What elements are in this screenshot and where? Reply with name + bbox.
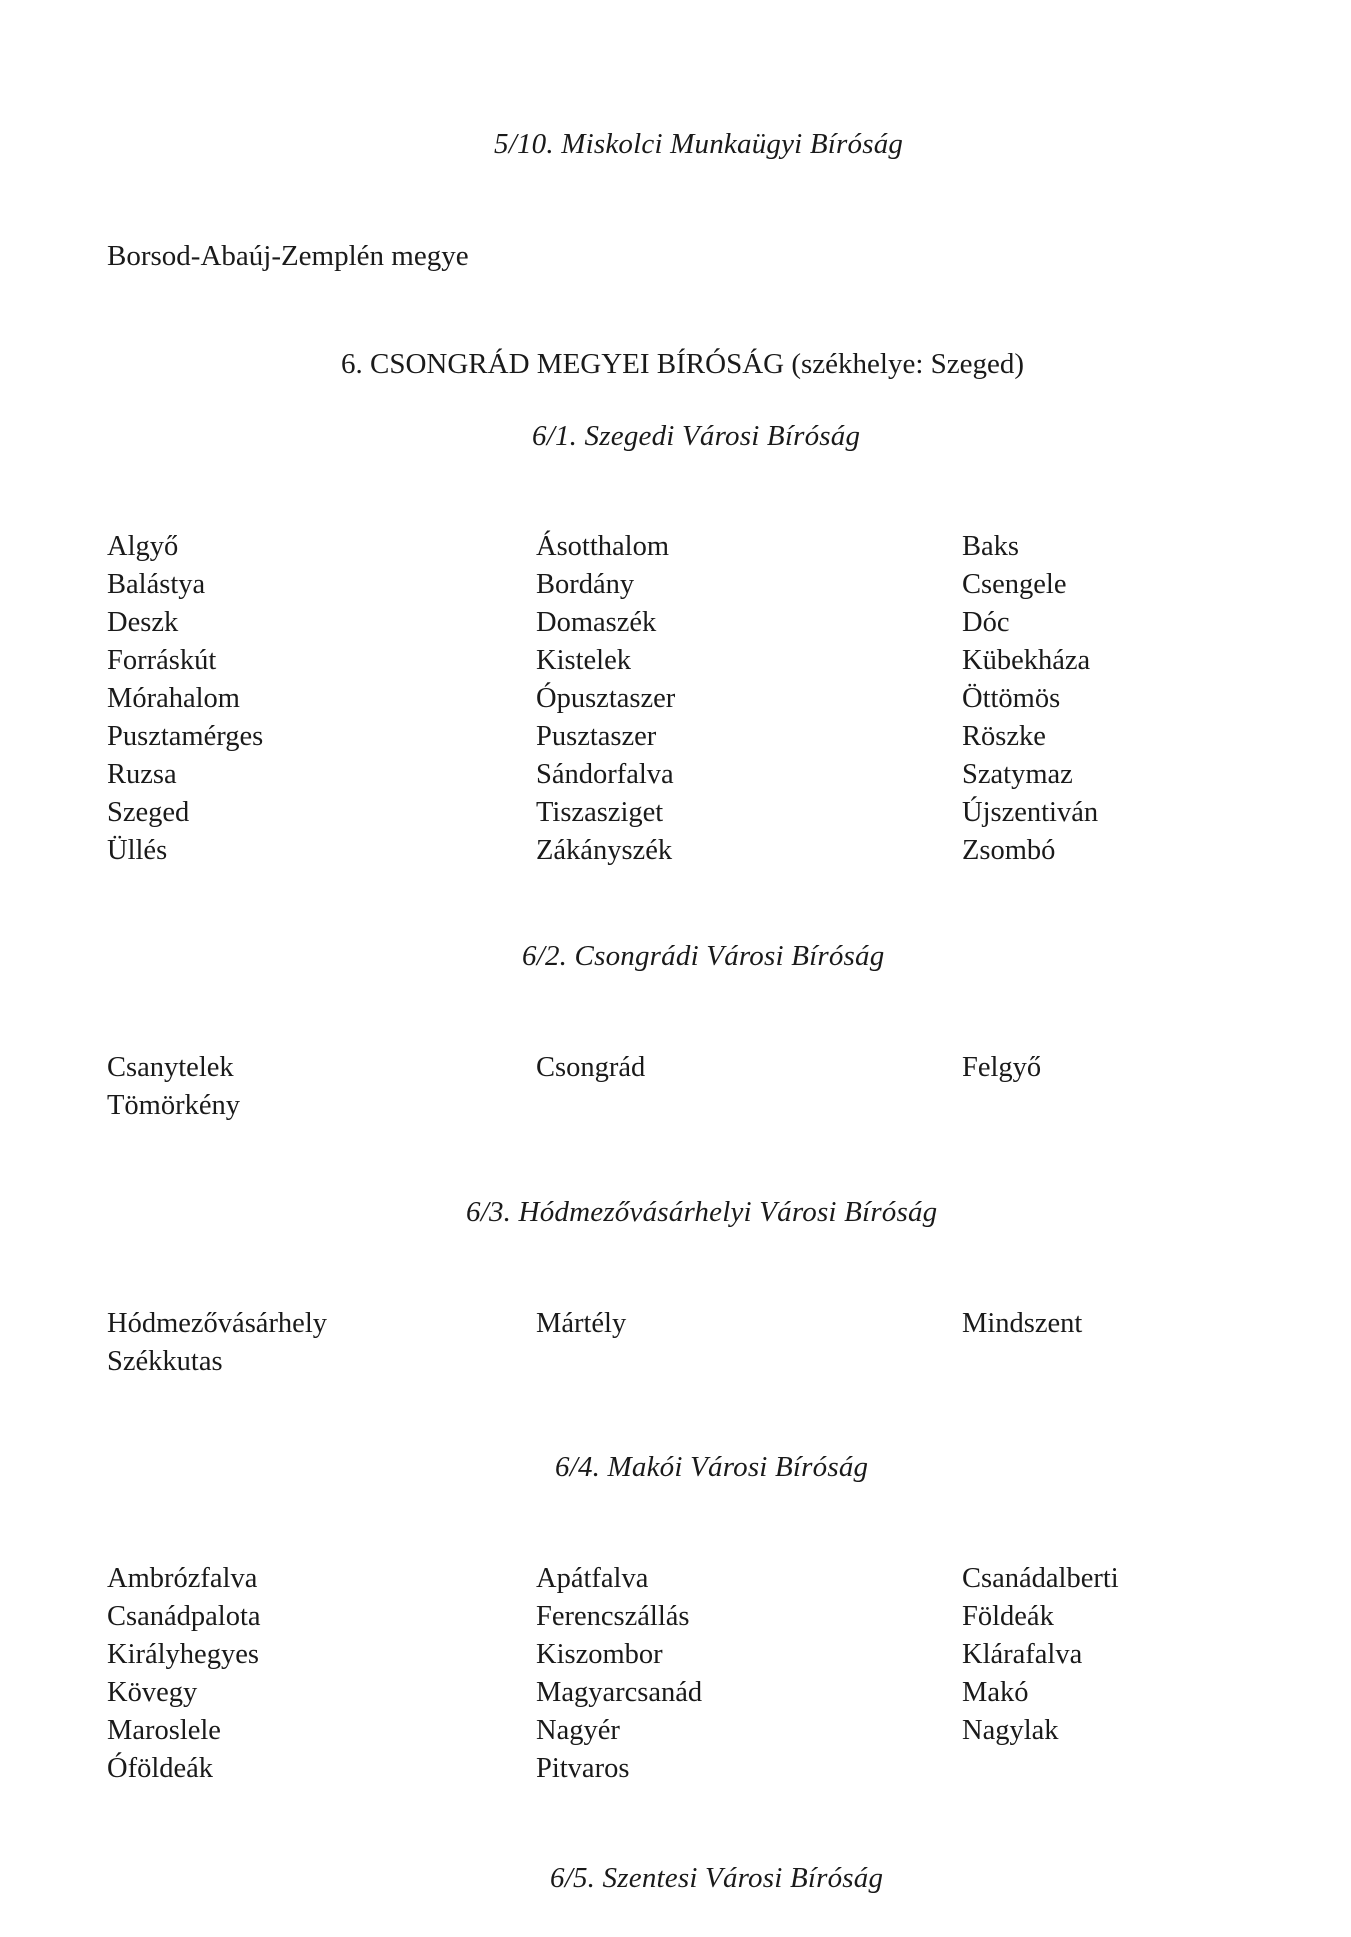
settlement-name: Balástya xyxy=(107,569,206,600)
settlement-table-6-4 xyxy=(107,1560,1257,1788)
settlement-name: Pusztamérges xyxy=(107,721,264,752)
table-row xyxy=(107,794,1257,832)
settlement-name: Nagylak xyxy=(962,1715,1059,1746)
settlement-name: Makó xyxy=(962,1677,1029,1708)
settlement-name: Domaszék xyxy=(536,607,657,638)
settlement-name: Zsombó xyxy=(962,835,1056,866)
settlement-name: Baks xyxy=(962,531,1019,562)
settlement-name: Óföldeák xyxy=(107,1753,214,1784)
settlement-name: Zákányszék xyxy=(536,835,673,866)
settlement-name: Klárafalva xyxy=(962,1639,1083,1670)
county-label: Borsod-Abaúj-Zemplén megye xyxy=(107,240,469,272)
table-row xyxy=(107,642,1257,680)
table-row xyxy=(107,1560,1257,1598)
settlement-name: Csanádalberti xyxy=(962,1563,1119,1594)
settlement-name: Mórahalom xyxy=(107,683,240,714)
settlement-name: Ásotthalom xyxy=(536,531,669,562)
table-row xyxy=(107,1598,1257,1636)
settlement-name: Mindszent xyxy=(962,1308,1083,1339)
settlement-name: Hódmezővásárhely xyxy=(107,1308,327,1339)
settlement-name: Újszentiván xyxy=(962,797,1099,828)
settlement-name: Mártély xyxy=(536,1308,627,1339)
settlement-name: Ambrózfalva xyxy=(107,1563,258,1594)
settlement-name: Kiszombor xyxy=(536,1639,663,1670)
main-heading: 6. CSONGRÁD MEGYEI BÍRÓSÁG (székhelye: Szeged) xyxy=(341,348,1025,380)
settlement-name: Kübekháza xyxy=(962,645,1091,676)
table-row xyxy=(107,1636,1257,1674)
section-heading-6-3: 6/3. Hódmezővásárhelyi Városi Bíróság xyxy=(466,1196,938,1228)
settlement-name: Felgyő xyxy=(962,1052,1042,1083)
settlement-table-6-3 xyxy=(107,1305,1257,1381)
settlement-name: Királyhegyes xyxy=(107,1639,259,1670)
settlement-name: Ópusztaszer xyxy=(536,683,676,714)
table-row xyxy=(107,528,1257,566)
settlement-name: Üllés xyxy=(107,835,168,866)
settlement-name: Tömörkény xyxy=(107,1090,240,1121)
table-row xyxy=(107,566,1257,604)
section-heading-6-5: 6/5. Szentesi Városi Bíróság xyxy=(550,1862,884,1894)
table-row xyxy=(107,1674,1257,1712)
settlement-name: Csongrád xyxy=(536,1052,646,1083)
settlement-name: Csanádpalota xyxy=(107,1601,261,1632)
table-row xyxy=(107,832,1257,870)
settlement-name: Apátfalva xyxy=(536,1563,649,1594)
section-heading-6-1: 6/1. Szegedi Városi Bíróság xyxy=(532,420,861,452)
section-heading-6-4: 6/4. Makói Városi Bíróság xyxy=(555,1451,869,1483)
table-row xyxy=(107,604,1257,642)
table-row xyxy=(107,1750,1257,1788)
table-row xyxy=(107,1087,1257,1125)
table-row xyxy=(107,756,1257,794)
settlement-name: Maroslele xyxy=(107,1715,221,1746)
settlement-name: Algyő xyxy=(107,531,179,562)
settlement-name: Forráskút xyxy=(107,645,217,676)
table-row xyxy=(107,1305,1257,1343)
table-row xyxy=(107,718,1257,756)
settlement-name: Kistelek xyxy=(536,645,631,676)
settlement-table-6-1 xyxy=(107,528,1257,870)
settlement-name: Szatymaz xyxy=(962,759,1073,790)
table-row xyxy=(107,1343,1257,1381)
section-heading-6-2: 6/2. Csongrádi Városi Bíróság xyxy=(522,940,885,972)
table-row xyxy=(107,680,1257,718)
settlement-name: Csanytelek xyxy=(107,1052,234,1083)
settlement-name: Földeák xyxy=(962,1601,1054,1632)
settlement-name: Öttömös xyxy=(962,683,1061,714)
table-row xyxy=(107,1049,1257,1087)
table-row xyxy=(107,1712,1257,1750)
settlement-table-6-2 xyxy=(107,1049,1257,1125)
settlement-name: Bordány xyxy=(536,569,635,600)
settlement-name: Tiszasziget xyxy=(536,797,664,828)
settlement-name: Csengele xyxy=(962,569,1067,600)
settlement-name: Nagyér xyxy=(536,1715,620,1746)
settlement-name: Székkutas xyxy=(107,1346,223,1377)
settlement-name: Deszk xyxy=(107,607,179,638)
settlement-name: Kövegy xyxy=(107,1677,198,1708)
settlement-name: Pitvaros xyxy=(536,1753,630,1784)
settlement-name: Szeged xyxy=(107,797,190,828)
settlement-name: Pusztaszer xyxy=(536,721,657,752)
settlement-name: Sándorfalva xyxy=(536,759,674,790)
settlement-name: Magyarcsanád xyxy=(536,1677,703,1708)
settlement-name: Ferencszállás xyxy=(536,1601,690,1632)
settlement-name: Dóc xyxy=(962,607,1010,638)
settlement-name: Ruzsa xyxy=(107,759,177,790)
section-heading-5-10: 5/10. Miskolci Munkaügyi Bíróság xyxy=(494,128,904,160)
settlement-name: Röszke xyxy=(962,721,1046,752)
